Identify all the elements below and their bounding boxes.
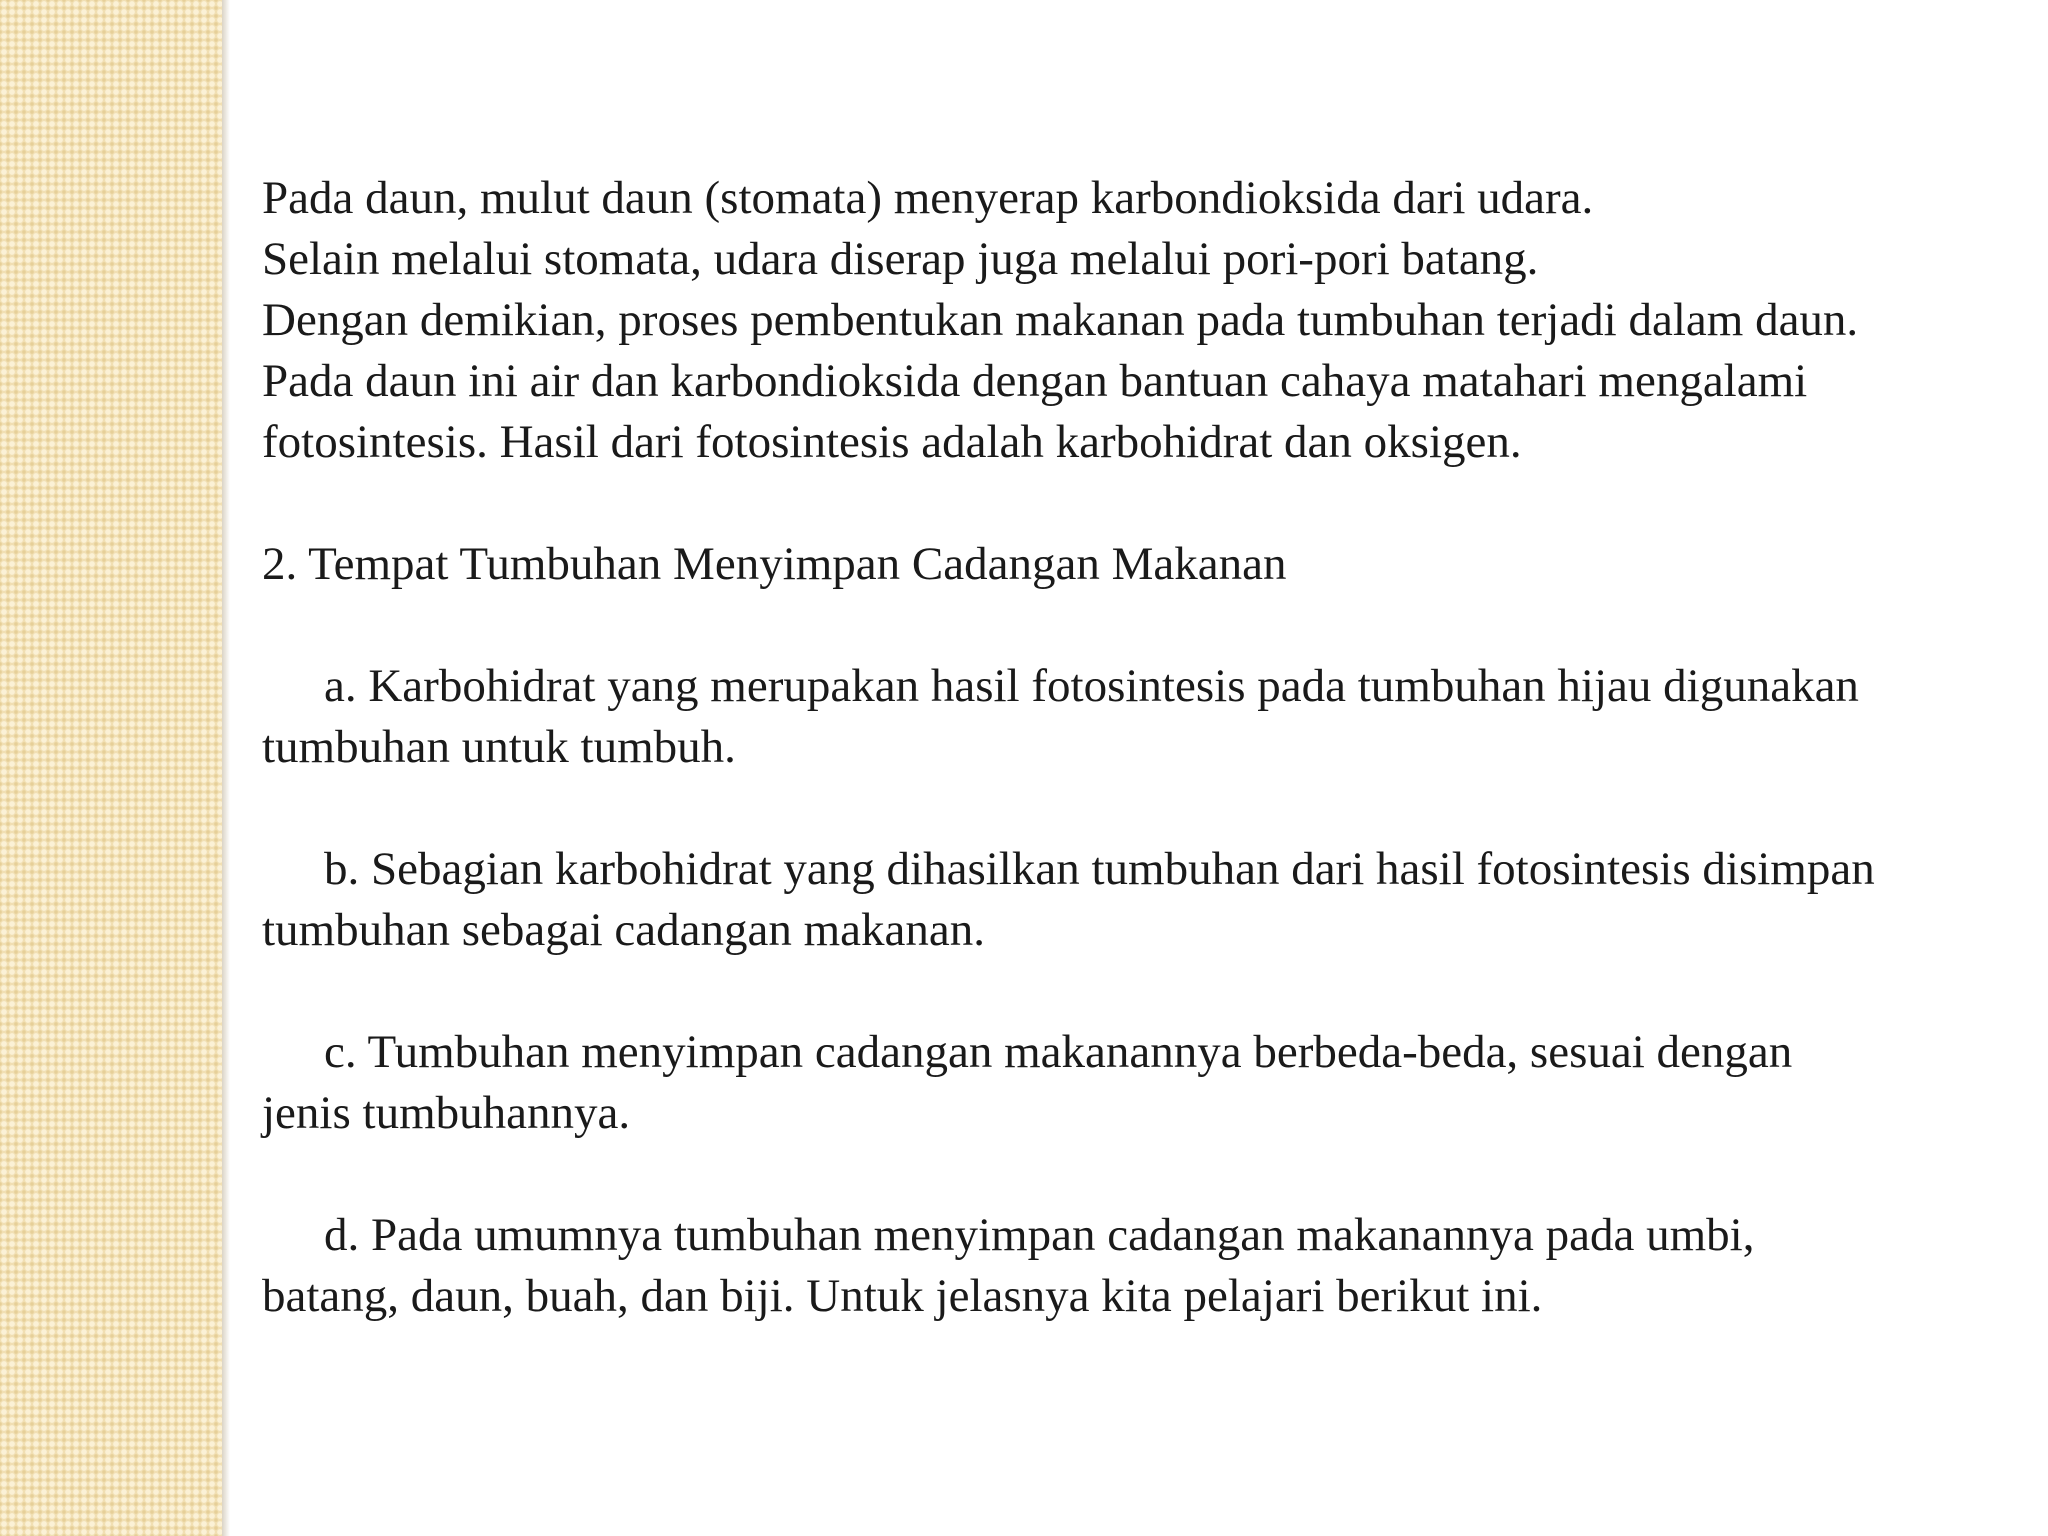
intro-line: Dengan demikian, proses pembentukan makanan pada tumbuhan terjadi dalam daun. — [262, 294, 1859, 346]
spacer — [262, 1144, 2022, 1205]
list-item-b — [262, 839, 2022, 961]
side-strip-shadow — [222, 0, 230, 1536]
list-item-d — [262, 1205, 2022, 1327]
decorative-side-strip — [0, 0, 222, 1536]
intro-line: Selain melalui stomata, udara diserap juga melalui pori-pori batang. — [262, 233, 1539, 285]
list-item-c — [262, 1022, 2022, 1144]
list-item-line: c. Tumbuhan menyimpan cadangan makanannya berbeda-beda, sesuai dengan — [324, 1026, 1793, 1078]
slide-body — [262, 168, 2022, 1327]
spacer — [262, 595, 2022, 656]
list-item-line: batang, daun, buah, dan biji. Untuk jelasnya kita pelajari berikut ini. — [262, 1270, 1543, 1322]
list-item-line: tumbuhan untuk tumbuh. — [262, 721, 736, 773]
intro-line: fotosintesis. Hasil dari fotosintesis adalah karbohidrat dan oksigen. — [262, 416, 1522, 468]
list-item-a — [262, 656, 2022, 778]
list-item-line: d. Pada umumnya tumbuhan menyimpan cadangan makanannya pada umbi, — [324, 1209, 1755, 1261]
list-item-line: b. Sebagian karbohidrat yang dihasilkan tumbuhan dari hasil fotosintesis disimpan — [324, 843, 1875, 895]
section-heading: 2. Tempat Tumbuhan Menyimpan Cadangan Makanan — [262, 538, 1287, 590]
spacer — [262, 778, 2022, 839]
intro-line: Pada daun ini air dan karbondioksida dengan bantuan cahaya matahari mengalami — [262, 355, 1808, 407]
intro-line: Pada daun, mulut daun (stomata) menyerap karbondioksida dari udara. — [262, 172, 1594, 224]
intro-paragraph — [262, 168, 2022, 473]
list-item-line: a. Karbohidrat yang merupakan hasil fotosintesis pada tumbuhan hijau digunakan — [324, 660, 1859, 712]
list-item-line: tumbuhan sebagai cadangan makanan. — [262, 904, 985, 956]
spacer — [262, 473, 2022, 534]
spacer — [262, 961, 2022, 1022]
list-item-line: jenis tumbuhannya. — [262, 1087, 631, 1139]
